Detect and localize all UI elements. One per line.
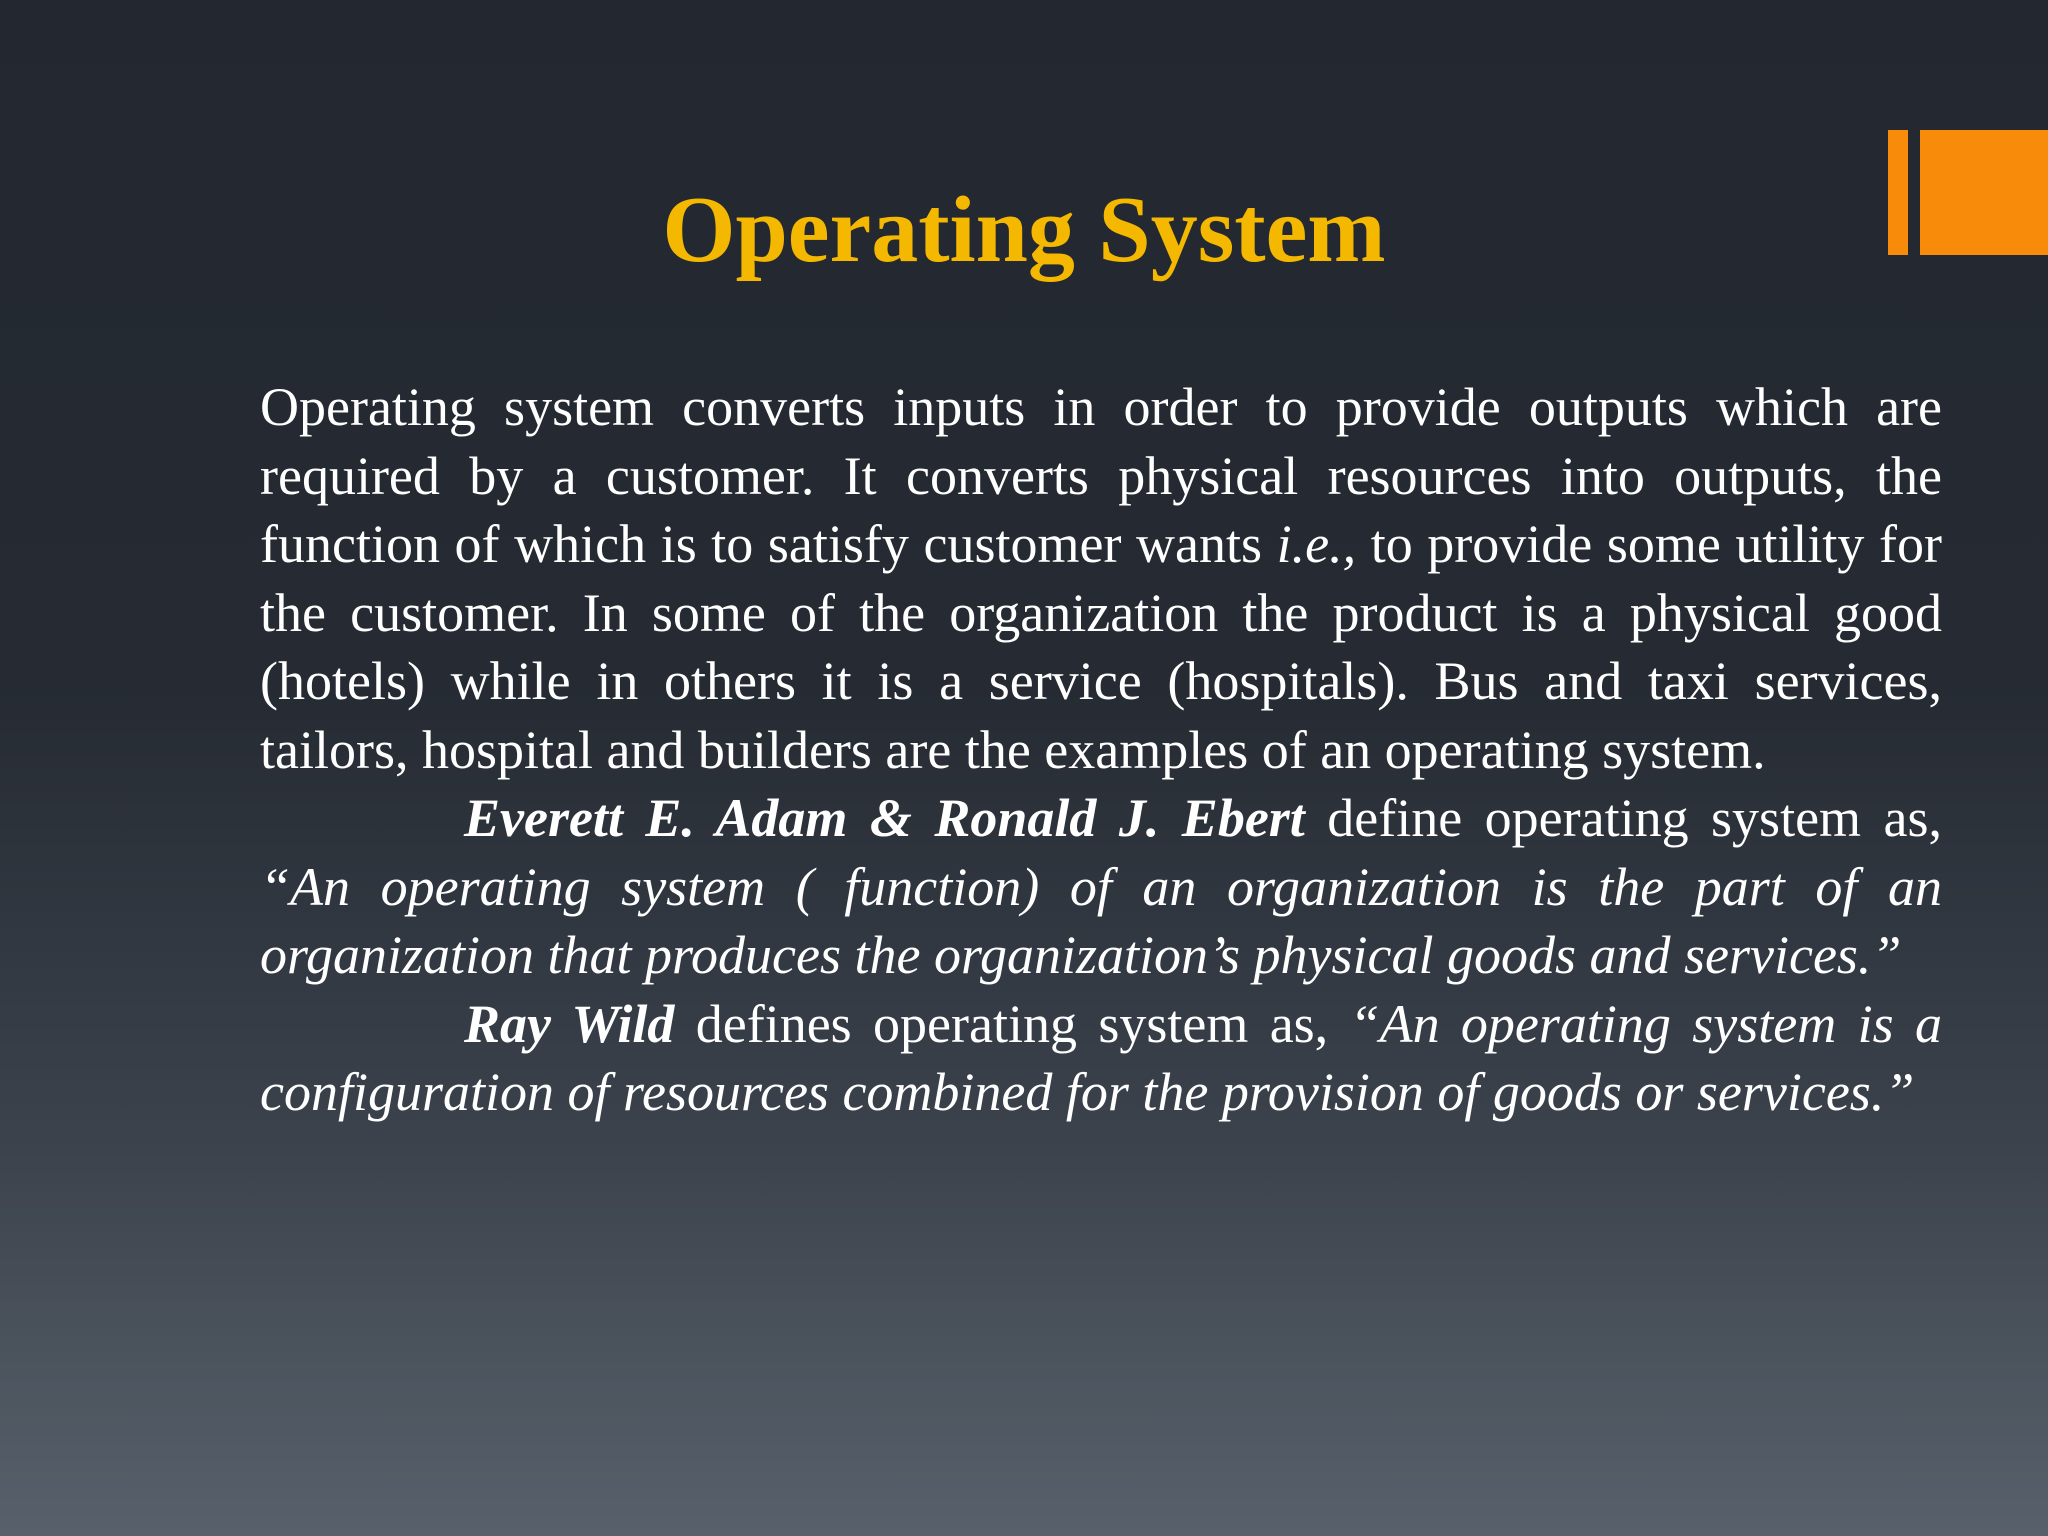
ray-wild-author: Ray Wild (464, 993, 675, 1054)
paragraph-adam-ebert (260, 784, 1942, 990)
ray-wild-lead: defines operating system as, (674, 993, 1350, 1054)
paragraph1-ie: i.e., (1276, 514, 1357, 574)
adam-ebert-lead: define operating system as, (1304, 788, 1942, 848)
adam-ebert-authors: Everett E. Adam & Ronald J. Ebert (464, 788, 1305, 848)
slide-title: Operating System (662, 178, 1386, 282)
paragraph-definition (260, 373, 1942, 784)
ray-wild-quote: “An operating system is a configuration of resources combined for the provision of goods or services.” (260, 993, 1942, 1122)
paragraph1-text-part2: to provide some utility for the customer. In some of the organization the product is a physical good (hotels) while in others it is a service (hospitals). Bus and taxi services, tailors, hospital and builders are the examples of an operating system. (260, 514, 1942, 780)
slide-body (260, 373, 1942, 1127)
paragraph1-text-part1: Operating system converts inputs in order to provide outputs which are required by a customer. It converts physical resources into outputs, the function of which is to satisfy customer wants (260, 377, 1942, 574)
adam-ebert-quote: “An operating system ( function) of an organization is the part of an organization that produces the organization’s physical goods and services.” (260, 856, 1942, 985)
paragraph-ray-wild (260, 990, 1942, 1127)
